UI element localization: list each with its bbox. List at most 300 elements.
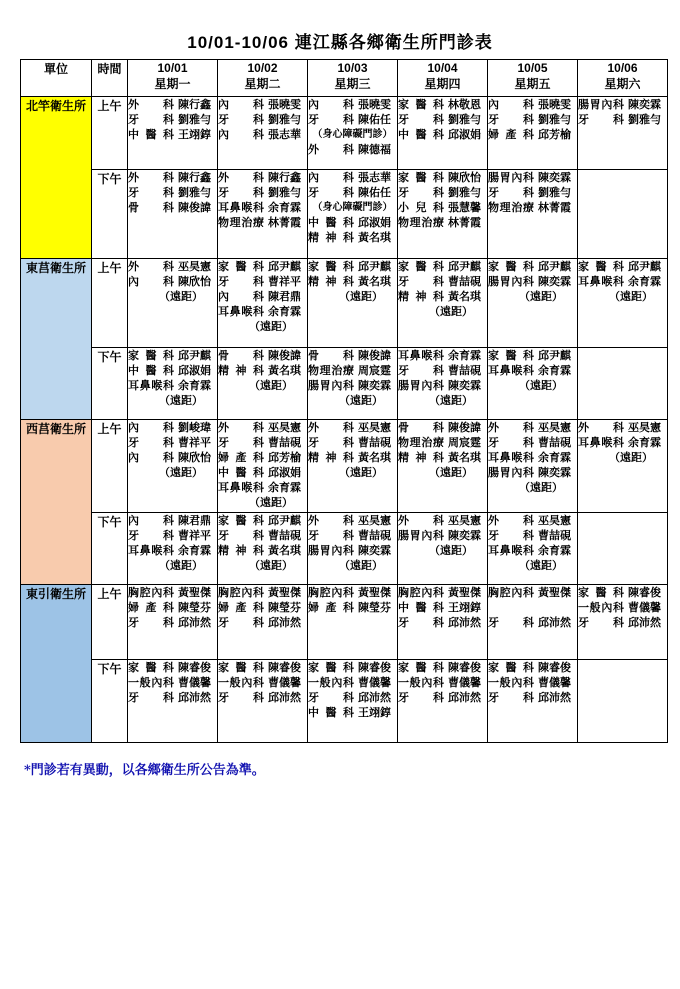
clinic-line	[398, 450, 487, 465]
specialty: 牙科	[488, 691, 534, 704]
clinic-line	[488, 528, 577, 543]
specialty: 家醫科	[128, 661, 174, 674]
clinic-line	[218, 600, 307, 615]
day-date: 10/06	[607, 61, 638, 75]
schedule-cell	[398, 660, 488, 743]
specialty: 牙科	[218, 113, 264, 126]
specialty: 牙科	[398, 616, 444, 629]
session-time: 上午	[92, 420, 128, 513]
clinic-line	[218, 543, 307, 558]
schedule-cell	[308, 660, 398, 743]
specialty: 內科	[218, 290, 264, 303]
doctor-name: 陳奕霖	[358, 379, 391, 392]
specialty: 腸胃內科	[488, 275, 534, 288]
specialty: 物理治療	[398, 436, 444, 449]
doctor-name: 邱尹麒	[178, 349, 211, 362]
doctor-name: 陳奕霖	[448, 529, 481, 542]
doctor-name: 黃名琪	[448, 290, 481, 303]
clinic-line	[488, 348, 577, 363]
specialty: 牙科	[488, 529, 534, 542]
schedule-cell	[218, 348, 308, 420]
schedule-cell	[218, 259, 308, 348]
clinic-line	[398, 97, 487, 112]
doctor-name: 余育霖	[628, 436, 661, 449]
doctor-name: 曹喆硯	[448, 364, 481, 377]
specialty: 家醫科	[308, 260, 354, 273]
doctor-name: 黃聖傑	[178, 586, 211, 599]
specialty: 耳鼻喉科	[488, 364, 534, 377]
specialty: 精神科	[398, 290, 444, 303]
specialty: 精神科	[308, 451, 354, 464]
clinic-line	[488, 465, 577, 480]
day-date: 10/01	[157, 61, 188, 75]
doctor-name: 陳佑任	[358, 113, 391, 126]
doctor-name: 陳奕霖	[538, 171, 571, 184]
schedule-cell	[488, 513, 578, 585]
specialty: 耳鼻喉科	[218, 201, 264, 214]
clinic-line	[218, 480, 307, 495]
doctor-name: 陳佑任	[358, 186, 391, 199]
doctor-name: 陳俊諱	[448, 421, 481, 434]
remote-note: （遠距）	[339, 394, 383, 407]
clinic-line	[128, 378, 217, 393]
clinic-line	[488, 170, 577, 185]
doctor-name: 邱沛然	[448, 616, 481, 629]
doctor-name: 曹祥平	[268, 275, 301, 288]
schedule-cell	[398, 97, 488, 170]
clinic-line	[218, 274, 307, 289]
doctor-name: 黃聖傑	[538, 586, 571, 599]
doctor-name: 邱芳榆	[538, 128, 571, 141]
specialty: 家醫科	[218, 661, 264, 674]
specialty: 外科	[218, 421, 264, 434]
clinic-line	[488, 690, 577, 705]
clinic-line	[218, 450, 307, 465]
clinic-line	[128, 112, 217, 127]
remote-note: （遠距）	[429, 394, 473, 407]
doctor-name: 劉峻瑋	[178, 421, 211, 434]
remote-note: （遠距）	[249, 559, 293, 572]
specialty: 腸胃內科	[308, 379, 354, 392]
schedule-cell	[128, 97, 218, 170]
specialty: 牙科	[488, 186, 534, 199]
specialty: 家醫科	[398, 171, 444, 184]
schedule-cell	[578, 660, 668, 743]
schedule-cell	[398, 348, 488, 420]
specialty: 一般內科	[218, 676, 264, 689]
remote-note: （遠距）	[249, 496, 293, 509]
doctor-name: 陳欣怡	[448, 171, 481, 184]
doctor-name: 邱沛然	[538, 691, 571, 704]
doctor-name: 曹喆硯	[538, 436, 571, 449]
specialty: 外科	[128, 171, 174, 184]
doctor-name: 余育霖	[268, 305, 301, 318]
clinic-line	[308, 97, 397, 112]
specialty: 物理治療	[488, 201, 534, 214]
doctor-name: 黃名琪	[358, 231, 391, 244]
specialty: 胸腔內科	[488, 586, 534, 599]
session-time: 上午	[92, 97, 128, 170]
doctor-name: 邱沛然	[628, 616, 661, 629]
schedule-cell	[218, 660, 308, 743]
doctor-name: 黃名琪	[448, 451, 481, 464]
unit-header: 單位	[21, 60, 92, 97]
clinic-line	[308, 142, 397, 157]
specialty: 耳鼻喉科	[218, 305, 264, 318]
specialty: 中醫科	[398, 601, 444, 614]
specialty: 家醫科	[578, 586, 624, 599]
schedule-cell	[398, 513, 488, 585]
doctor-name: 陳俊諱	[178, 201, 211, 214]
day-weekday: 星期五	[514, 77, 551, 91]
clinic-line	[308, 585, 397, 600]
clinic-line	[488, 97, 577, 112]
specialty: 牙科	[128, 616, 174, 629]
doctor-name: 邱沛然	[268, 691, 301, 704]
schedule-cell	[128, 259, 218, 348]
specialty: 精神科	[308, 275, 354, 288]
clinic-line	[488, 675, 577, 690]
specialty: 一般內科	[308, 676, 354, 689]
schedule-cell	[578, 420, 668, 513]
remote-note: （遠距）	[519, 379, 563, 392]
clinic-line	[578, 435, 667, 450]
specialty: 牙科	[308, 186, 354, 199]
doctor-name: 陳奕霖	[538, 275, 571, 288]
clinic-line	[218, 585, 307, 600]
clinic-line	[128, 185, 217, 200]
clinic-line	[398, 420, 487, 435]
schedule-cell	[128, 513, 218, 585]
doctor-name: 王翊錞	[178, 128, 211, 141]
specialty: 內科	[308, 171, 354, 184]
schedule-cell	[578, 97, 668, 170]
specialty: 牙科	[218, 275, 264, 288]
day-weekday: 星期六	[604, 77, 641, 91]
specialty: 家醫科	[578, 260, 624, 273]
doctor-name: 巫昊憲	[358, 514, 391, 527]
doctor-name: 曹喆硯	[358, 436, 391, 449]
specialty: 牙科	[218, 616, 264, 629]
clinic-line	[128, 200, 217, 215]
clinic-line	[488, 200, 577, 215]
doctor-name: 邱尹麒	[448, 260, 481, 273]
clinic-line	[128, 435, 217, 450]
clinic-line	[128, 585, 217, 600]
specialty: 耳鼻喉科	[128, 544, 174, 557]
specialty: 家醫科	[398, 98, 444, 111]
clinic-line	[128, 348, 217, 363]
schedule-cell	[128, 170, 218, 259]
remote-note: （遠距）	[249, 320, 293, 333]
specialty: 內科	[128, 421, 174, 434]
specialty: 內科	[308, 98, 354, 111]
clinic-line	[398, 600, 487, 615]
clinic-line	[218, 690, 307, 705]
doctor-name: 陳奕霖	[538, 466, 571, 479]
doctor-name: 邱芳榆	[268, 451, 301, 464]
doctor-name: 余育霖	[268, 481, 301, 494]
clinic-line	[218, 420, 307, 435]
specialty: 家醫科	[218, 514, 264, 527]
schedule-cell	[128, 585, 218, 660]
clinic-line	[308, 660, 397, 675]
clinic-line	[218, 465, 307, 480]
specialty: 牙科	[398, 113, 444, 126]
specialty: 家醫科	[128, 349, 174, 362]
clinic-line	[218, 185, 307, 200]
clinic-line	[308, 690, 397, 705]
clinic-line	[128, 127, 217, 142]
day-weekday: 星期四	[424, 77, 461, 91]
doctor-name: 陳欣怡	[178, 275, 211, 288]
clinic-line	[488, 127, 577, 142]
doctor-name: 余育霖	[448, 349, 481, 362]
doctor-name: 邱沛然	[268, 616, 301, 629]
doctor-name: 邱淑娟	[358, 216, 391, 229]
doctor-name: 邱尹麒	[538, 349, 571, 362]
schedule-cell	[488, 348, 578, 420]
remote-note: （遠距）	[249, 379, 293, 392]
day-weekday: 星期三	[334, 77, 371, 91]
specialty: 物理治療	[218, 216, 264, 229]
schedule-cell	[218, 420, 308, 513]
doctor-name: 邱尹麒	[538, 260, 571, 273]
clinic-line	[218, 675, 307, 690]
doctor-name: 邱尹麒	[628, 260, 661, 273]
doctor-name: 曹喆硯	[358, 529, 391, 542]
clinic-line	[218, 363, 307, 378]
schedule-cell	[218, 585, 308, 660]
specialty: 牙科	[398, 186, 444, 199]
day-header-5	[488, 60, 578, 97]
specialty: 婦產科	[218, 601, 264, 614]
clinic-line	[398, 289, 487, 304]
session-time: 下午	[92, 170, 128, 259]
clinic-line	[308, 348, 397, 363]
specialty: 內科	[128, 275, 174, 288]
remote-note: （遠距）	[429, 466, 473, 479]
doctor-name: 邱淑娟	[448, 128, 481, 141]
clinic-line	[308, 378, 397, 393]
clinic-line	[128, 513, 217, 528]
clinic-line	[128, 543, 217, 558]
schedule-cell	[398, 170, 488, 259]
doctor-name: 曹儀馨	[538, 676, 571, 689]
remote-note: （遠距）	[339, 290, 383, 303]
clinic-line	[218, 660, 307, 675]
clinic-line	[398, 259, 487, 274]
doctor-name: 余育霖	[178, 544, 211, 557]
clinic-line	[398, 690, 487, 705]
schedule-cell	[308, 170, 398, 259]
clinic-line	[398, 513, 487, 528]
doctor-name: 余育霖	[538, 364, 571, 377]
clinic-line	[128, 97, 217, 112]
doctor-name: 黃名琪	[268, 544, 301, 557]
clinic-line	[398, 615, 487, 630]
specialty: 牙科	[578, 616, 624, 629]
remote-note: （遠距）	[609, 451, 653, 464]
specialty: 中醫科	[398, 128, 444, 141]
doctor-name: 巫昊憲	[538, 514, 571, 527]
schedule-cell	[398, 420, 488, 513]
schedule-cell	[308, 513, 398, 585]
session-row	[21, 585, 668, 660]
clinic-line	[488, 420, 577, 435]
session-row	[21, 259, 668, 348]
specialty: 內科	[218, 98, 264, 111]
clinic-line	[128, 363, 217, 378]
specialty: 骨科	[308, 349, 354, 362]
clinic-line	[128, 420, 217, 435]
specialty: 牙科	[218, 186, 264, 199]
doctor-name: 陳德福	[358, 143, 391, 156]
schedule-cell	[488, 170, 578, 259]
session-row	[21, 97, 668, 170]
clinic-line	[398, 378, 487, 393]
schedule-cell	[218, 170, 308, 259]
session-time: 下午	[92, 348, 128, 420]
clinic-line	[398, 200, 487, 215]
specialty: 精神科	[218, 544, 264, 557]
unit-name-4: 東引衛生所	[21, 585, 92, 743]
schedule-cell	[578, 585, 668, 660]
doctor-name: 陳睿俊	[628, 586, 661, 599]
clinic-line	[308, 543, 397, 558]
specialty: 腸胃內科	[398, 529, 444, 542]
specialty: 一般內科	[128, 676, 174, 689]
doctor-name: 王翊錞	[358, 706, 391, 719]
specialty: 牙科	[398, 275, 444, 288]
day-header-6	[578, 60, 668, 97]
clinic-line	[218, 615, 307, 630]
clinic-line	[488, 274, 577, 289]
clinic-line	[218, 127, 307, 142]
schedule-cell	[398, 585, 488, 660]
clinic-line	[398, 170, 487, 185]
clinic-line	[488, 615, 577, 630]
session-time: 上午	[92, 259, 128, 348]
clinic-line	[488, 543, 577, 558]
clinic-line	[308, 230, 397, 245]
specialty: 小兒科	[398, 201, 444, 214]
doctor-name: 余育霖	[538, 544, 571, 557]
specialty: 物理治療	[308, 364, 354, 377]
specialty: 婦產科	[488, 128, 534, 141]
remote-note: （遠距）	[159, 559, 203, 572]
remote-note: （遠距）	[159, 466, 203, 479]
specialty: 家醫科	[218, 260, 264, 273]
clinic-line	[398, 274, 487, 289]
clinic-line	[578, 274, 667, 289]
doctor-name: 林菁霞	[268, 216, 301, 229]
remote-note: （遠距）	[429, 305, 473, 318]
doctor-name: 曹祥平	[178, 436, 211, 449]
clinic-line	[218, 304, 307, 319]
doctor-name: 周宸霆	[448, 436, 481, 449]
schedule-cell	[308, 585, 398, 660]
clinic-line	[308, 363, 397, 378]
specialty: 家醫科	[488, 661, 534, 674]
doctor-name: 陳行鑫	[178, 98, 211, 111]
schedule-cell	[578, 259, 668, 348]
clinic-line	[578, 97, 667, 112]
specialty: 牙科	[308, 691, 354, 704]
doctor-name: 陳睿俊	[448, 661, 481, 674]
doctor-name: 周宸霆	[358, 364, 391, 377]
specialty: 外科	[488, 514, 534, 527]
session-time: 下午	[92, 660, 128, 743]
doctor-name: 邱尹麒	[268, 260, 301, 273]
specialty: 耳鼻喉科	[218, 481, 264, 494]
doctor-name: 張曉雯	[538, 98, 571, 111]
clinic-line	[218, 215, 307, 230]
doctor-name: 張曉雯	[358, 98, 391, 111]
doctor-name: 陳奕霖	[448, 379, 481, 392]
doctor-name: 劉雅勻	[268, 113, 301, 126]
clinic-line	[128, 170, 217, 185]
schedule-cell	[578, 513, 668, 585]
doctor-name: 劉雅勻	[268, 186, 301, 199]
specialty: 牙科	[128, 186, 174, 199]
time-header: 時間	[92, 60, 128, 97]
session-time: 下午	[92, 513, 128, 585]
clinic-line	[308, 600, 397, 615]
doctor-name: 曹喆硯	[268, 529, 301, 542]
doctor-name: 曹祥平	[178, 529, 211, 542]
specialty: 牙科	[398, 691, 444, 704]
schedule-cell	[308, 420, 398, 513]
schedule-cell	[488, 585, 578, 660]
header-row	[21, 60, 668, 97]
schedule-cell	[488, 660, 578, 743]
schedule-table	[20, 59, 668, 743]
clinic-line	[398, 528, 487, 543]
specialty: 牙科	[308, 529, 354, 542]
specialty: 牙科	[488, 113, 534, 126]
clinic-line	[308, 420, 397, 435]
doctor-name: 余育霖	[538, 451, 571, 464]
clinic-line	[128, 528, 217, 543]
specialty: 牙科	[218, 529, 264, 542]
schedule-cell	[218, 513, 308, 585]
clinic-line	[218, 97, 307, 112]
specialty: 牙科	[488, 616, 534, 629]
doctor-name: 王翊錞	[448, 601, 481, 614]
specialty: 外科	[308, 143, 354, 156]
clinic-line	[578, 615, 667, 630]
doctor-name: 曹儀馨	[448, 676, 481, 689]
day-header-1	[128, 60, 218, 97]
doctor-name: 陳瑩芬	[268, 601, 301, 614]
specialty: 精神科	[308, 231, 354, 244]
doctor-name: 曹喆硯	[448, 275, 481, 288]
day-header-3	[308, 60, 398, 97]
doctor-name: 巫昊憲	[538, 421, 571, 434]
doctor-name: 黃名琪	[358, 275, 391, 288]
specialty: 精神科	[398, 451, 444, 464]
clinic-line	[308, 185, 397, 200]
session-row	[21, 660, 668, 743]
session-row	[21, 420, 668, 513]
specialty: 外科	[308, 514, 354, 527]
session-row	[21, 170, 668, 259]
specialty: 外科	[578, 421, 624, 434]
day-date: 10/03	[337, 61, 368, 75]
schedule-cell	[488, 420, 578, 513]
doctor-name: 邱沛然	[178, 691, 211, 704]
